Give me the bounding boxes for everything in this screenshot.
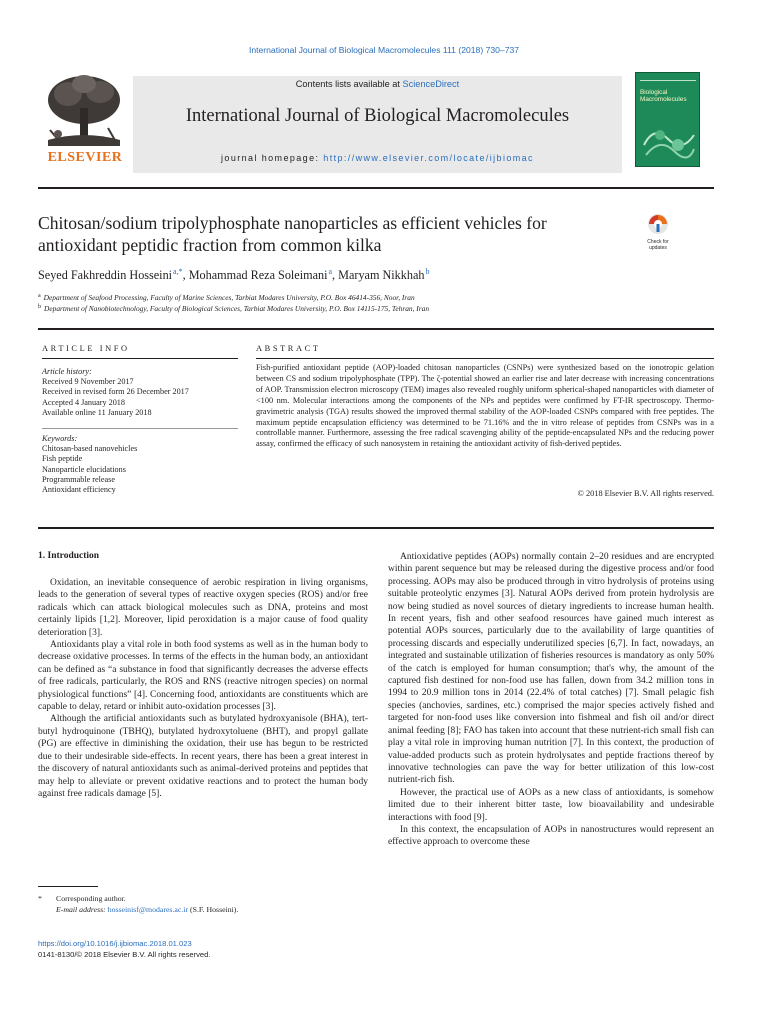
homepage-prefix: journal homepage: xyxy=(221,153,324,163)
article-history xyxy=(42,367,232,418)
history-item: Received 9 November 2017 xyxy=(42,377,134,387)
affiliation-mark: b xyxy=(38,304,41,310)
page-footer xyxy=(38,938,368,960)
affiliation-a xyxy=(38,293,718,302)
section-heading: 1. Introduction xyxy=(38,551,100,561)
body-paragraph: Oxidation, an inevitable consequence of aerobic respiration in living organisms, leads to the generation of several types of reactive oxygen species (ROS) and/or free radicals which can attack biological molecules such as DNA, proteins and most certainly lipids [1,2]. Moreover, lipid peroxidation is a major cause of food quality deterioration [3]. xyxy=(38,578,368,638)
author-separator: , xyxy=(332,268,339,282)
abstract-label: ABSTRACT xyxy=(256,344,321,353)
check-for-updates-icon xyxy=(647,213,669,235)
affiliation-text: Department of Nanobiotechnology, Faculty of Biological Sciences, Tarbiat Modares University, P.O. Box 14115-175, Tehran, Iran xyxy=(44,304,430,313)
author-separator: , xyxy=(182,268,189,282)
contents-prefix: Contents lists available at xyxy=(295,79,403,89)
journal-homepage xyxy=(133,153,622,163)
keywords-heading: Keywords: xyxy=(42,434,78,443)
issn-line: 0141-8130/© 2018 Elsevier B.V. All rights reserved. xyxy=(38,950,211,959)
footnote-rule xyxy=(38,886,98,887)
journal-cover[interactable] xyxy=(635,72,700,167)
body-right-column xyxy=(388,551,714,849)
corresponding-author-footnote xyxy=(38,893,368,915)
author-name[interactable]: Seyed Fakhreddin Hosseini xyxy=(38,268,173,282)
keywords xyxy=(42,434,232,495)
elsevier-tree-logo xyxy=(38,70,128,165)
author-name[interactable]: Mohammad Reza Soleimani xyxy=(188,268,328,282)
elsevier-tree-icon xyxy=(38,70,128,150)
sciencedirect-link[interactable]: ScienceDirect xyxy=(402,79,460,89)
body-paragraph: Antioxidants play a vital role in both food systems as well as in the human body to decrease oxidative processes. In terms of the effects in the human body, an antioxidant can be defined as “a substance in food that significantly decreases the adverse effects of free radicals, particularly, the ROS and RNS (reactive nitrogen species) on normal physiological functions” [4]. Concerning food, antioxidants are constituents which are capable to delay, retard or inhibit auto-oxidation processes [3]. xyxy=(38,640,368,713)
contents-availability xyxy=(133,79,622,89)
keyword-item: Programmable release xyxy=(42,474,115,484)
author-affiliation-mark[interactable]: a,* xyxy=(173,267,183,276)
keyword-item: Nanoparticle elucidations xyxy=(42,464,126,474)
cover-header-rule xyxy=(640,76,696,81)
author-name[interactable]: Maryam Nikkhah xyxy=(338,268,425,282)
email-suffix: (S.F. Hosseini). xyxy=(188,905,239,914)
keyword-item: Fish peptide xyxy=(42,454,83,464)
abstract-copyright: © 2018 Elsevier B.V. All rights reserved. xyxy=(577,489,714,498)
abstract-divider xyxy=(38,527,714,529)
affiliation-text: Department of Seafood Processing, Faculty of Marine Sciences, Tarbiat Modares University, P.O. Box 46414-356, Noor, Iran xyxy=(43,293,415,302)
affiliation-mark: a xyxy=(38,293,41,299)
author-list xyxy=(38,267,718,283)
history-item: Accepted 4 January 2018 xyxy=(42,397,125,407)
keyword-item: Chitosan-based nanovehicles xyxy=(42,444,138,454)
check-for-updates-label: Check for updates xyxy=(647,239,669,251)
affiliation-b xyxy=(38,304,718,313)
body-paragraph: Antioxidative peptides (AOPs) normally contain 2–20 residues and are encrypted within parent sequence but may be released during the digestive process and/or food processing. AOPs may also be produced through in vitro hydrolysis of proteins using suitable proteolytic enzymes [3]. Natural AOPs derived from protein hydrolysis are now being studied as novel sources of dietary ingredients to increase human health. In recent years, fish and other seafood resources have gained much interest as potential AOPs sources, particularly due to the availability of large quantities of processing discards and especially underutilized species [6,7]. In fact, nowadays, an integrated and sustainable utilization of fisheries resources is mandatory as only 50% of the catch is employed for human consumption; that's why, the amount of the captured fish destined for non-food use has fallen, down from 34.2 million tons in 1994 to 20.9 million tons in 2014 (22.4% of total catches) [7]. Small pelagic fish species (anchovies, sardines, etc.) comprised the major species actively fished and targeted for non-food uses like conversion into fishmeal and fish oil and/or direct animal feeding [8]; FAO has taken into account that these nutrient-rich small fish can play a vital role in improving human nutrition [7]. In this context, the production of value-added products such as protein hydrolysates and peptide fractions thereof by innovative technologies can pave the way for better utilization of this low-cost nutrient-rich fish. xyxy=(388,552,714,786)
author-affiliation-mark[interactable]: b xyxy=(425,267,430,276)
body-paragraph: However, the practical use of AOPs as a new class of antioxidants, is somehow limited due to their inherent bitter taste, low bioavailability and undesirable interactions with food [9]. xyxy=(388,787,714,823)
homepage-link[interactable]: http://www.elsevier.com/locate/ijbiomac xyxy=(323,153,534,163)
check-for-updates-button[interactable] xyxy=(640,213,676,249)
body-paragraph: Although the artificial antioxidants such as butylated hydroxyanisole (BHA), tert-butyl hydroquinone (TBHQ), butylated hydroxytoluene (BHT), and propyl gallate (PG) are effective in diminishing the oxidation, their use has begun to be restricted due to their undesirable side-effects. In recent years, there has been a great interest in the discovery of natural antioxidants such as animal-derived proteins and peptides that may help to alleviate or prevent oxidative reactions and to protect the human body against free radicals damage [5]. xyxy=(38,714,368,799)
info-separator xyxy=(42,428,238,429)
elsevier-wordmark: ELSEVIER xyxy=(47,150,123,165)
cover-title: Biological Macromolecules xyxy=(640,89,687,103)
article-title: Chitosan/sodium tripolyphosphate nanoparticles as efficient vehicles for antioxidant peptidic fraction from common kilka xyxy=(38,213,547,255)
history-item: Received in revised form 26 December 2017 xyxy=(42,387,189,397)
doi-link[interactable]: https://doi.org/10.1016/j.ijbiomac.2018.01.023 xyxy=(38,939,192,948)
email-label: E-mail address: xyxy=(56,905,108,914)
corresponding-label: Corresponding author. xyxy=(56,894,126,903)
journal-name: International Journal of Biological Macromolecules xyxy=(185,106,570,126)
body-left-column xyxy=(38,577,368,800)
article-info-rule xyxy=(42,358,238,359)
footnote-mark: * xyxy=(38,894,42,903)
body-paragraph: In this context, the encapsulation of AOPs in nanostructures would represent an effective approach to overcome these xyxy=(388,824,714,848)
cover-molecule-icon xyxy=(640,115,696,163)
journal-citation-link[interactable]: International Journal of Biological Macromolecules 111 (2018) 730–737 xyxy=(248,45,520,55)
masthead-rule xyxy=(38,187,714,189)
article-info-label: ARTICLE INFO xyxy=(42,344,130,353)
author-affiliation-mark[interactable]: a xyxy=(328,267,333,276)
author-email-link[interactable]: hosseinisf@modares.ac.ir xyxy=(107,905,189,914)
keyword-item: Antioxidant efficiency xyxy=(42,485,116,495)
header-divider xyxy=(38,328,714,330)
history-item: Available online 11 January 2018 xyxy=(42,407,152,417)
abstract-text: Fish-purified antioxidant peptide (AOP)-loaded chitosan nanoparticles (CSNPs) were synthesized based on the ionotropic gelation between CS and sodium tripolyphosphate (TPP). The ζ-potential showed an earlier rise and later decrease with increasing concentrations of AOP. Transmission electron microscopy (TEM) images also revealed roughly uniform spherical-shaped nanoparticles with diameter of <100 nm. Molecular interactions among the components of the NPs and peptides were confirmed by FT-IR spectroscopy. Thermo-gravimetric analysis (TGA) results showed the improved thermal stability of the AOP-loaded CSNPs compared with free peptides. The maximum peptide encapsulation efficiency was determined to be 71.16% and the in vitro release of peptides from CSNPs was in a controllable manner. Furthermore, assessing the free radical scavenging ability of the peptide-encapsulated NPs and the reducing power assay, confirmed the efficacy of such nanosystem in retaining the antioxidant activity of fish-derived peptides. xyxy=(256,363,714,449)
article-history-heading: Article history: xyxy=(42,367,92,376)
abstract-rule xyxy=(256,358,714,359)
